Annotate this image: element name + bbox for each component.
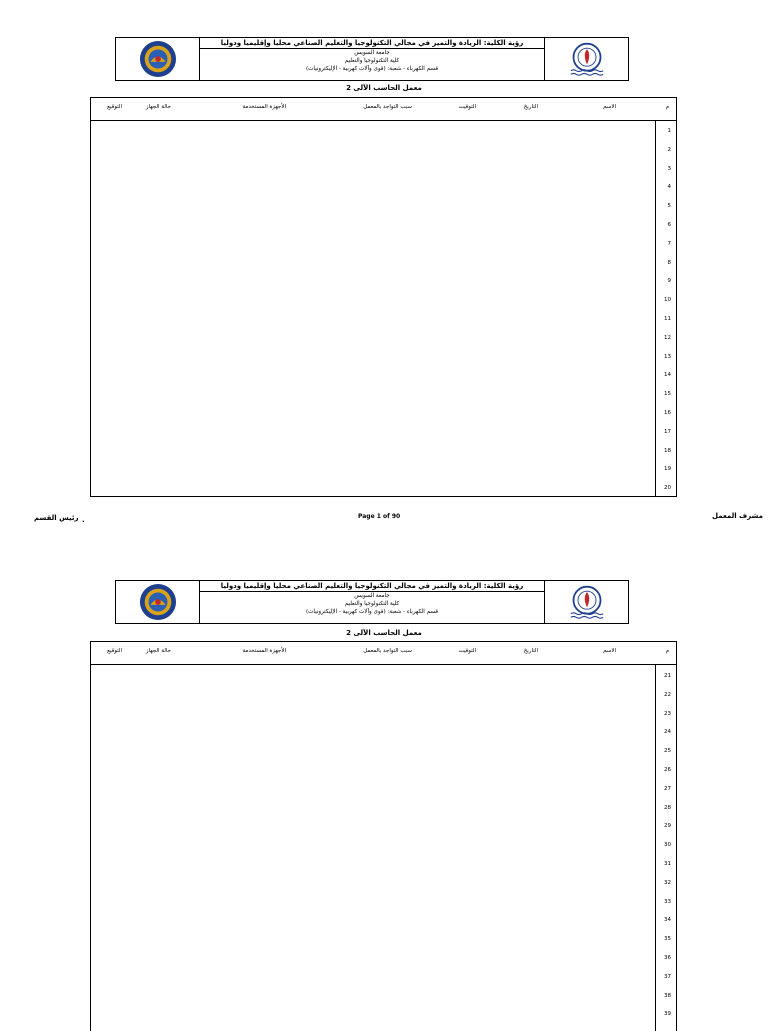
row-number: 3 <box>667 165 671 172</box>
row-number: 14 <box>664 372 671 379</box>
left-logo-cell <box>116 581 200 623</box>
col-time: التوقيت <box>458 648 476 654</box>
col-signature: التوقيع <box>107 648 122 654</box>
row-number: 2 <box>667 146 671 153</box>
row-number: 11 <box>664 316 671 322</box>
department-name: قسم الكهرباء - شعبة: (قوى وآلات كهربية - الإليكترونيات) <box>305 66 439 72</box>
row-number: 35 <box>664 936 671 943</box>
header-center <box>200 581 544 623</box>
college-vision: رؤية الكلية: الريادة والتميز في مجالي التكنولوجيا والتعليم الصناعي محليا وإقليميا ودوليا <box>200 581 544 592</box>
footer-dot: . <box>82 516 85 524</box>
row-number: 10 <box>664 297 671 304</box>
col-status: حالة الجهاز <box>145 648 171 654</box>
university-logo-icon <box>567 584 607 620</box>
row-number: 32 <box>664 879 671 886</box>
row-number: 23 <box>664 710 671 717</box>
col-name: الاسم <box>603 104 616 110</box>
row-number: 39 <box>664 1011 671 1018</box>
row-number: 9 <box>667 278 671 285</box>
row-number: 4 <box>667 184 671 191</box>
row-number: 34 <box>664 917 671 924</box>
page2-header <box>115 580 629 624</box>
right-logo-cell <box>544 581 628 623</box>
row-number: 37 <box>664 973 671 980</box>
row-number: 38 <box>664 992 671 999</box>
lab-supervisor-label: مشرف المعمل <box>712 512 763 520</box>
col-status: حالة الجهاز <box>145 104 171 110</box>
row-number: 31 <box>664 861 671 867</box>
col-devices: الأجهزة المستخدمة <box>242 648 286 654</box>
university-name: جامعة السويس <box>354 50 390 56</box>
col-reason: سبب التواجد بالمعمل <box>363 648 412 654</box>
table-header-row <box>91 642 676 665</box>
row-number: 28 <box>664 804 671 811</box>
sheet-title: معمل الحاسب الآلى 2 <box>346 629 422 637</box>
col-reason: سبب التواجد بالمعمل <box>363 104 412 110</box>
row-number: 15 <box>664 391 671 398</box>
row-number: 36 <box>664 955 671 961</box>
row-number: 22 <box>664 691 671 698</box>
row-number: 5 <box>667 203 671 210</box>
row-number: 20 <box>664 485 671 492</box>
faculty-logo-icon <box>139 583 177 621</box>
table-header-row <box>91 98 676 121</box>
row-number: 18 <box>664 447 671 454</box>
row-number: 8 <box>667 259 671 266</box>
col-date: التاريخ <box>523 104 538 110</box>
row-number: 21 <box>664 673 671 679</box>
department-head-label: رئيس القسم <box>34 514 79 522</box>
row-number: 19 <box>664 466 671 473</box>
page-number: Page 1 of 90 <box>358 513 401 520</box>
col-index: م <box>665 648 669 654</box>
row-number: 26 <box>664 767 671 773</box>
row-number: 24 <box>664 729 671 736</box>
faculty-name: كلية التكنولوجيا والتعليم <box>344 58 400 64</box>
header-center <box>200 38 544 80</box>
row-number: 29 <box>664 823 671 830</box>
sheet-title: معمل الحاسب الآلى 2 <box>346 84 422 92</box>
right-logo-cell <box>544 38 628 80</box>
col-devices: الأجهزة المستخدمة <box>242 104 286 110</box>
department-name: قسم الكهرباء - شعبة: (قوى وآلات كهربية - الإليكترونيات) <box>305 609 439 615</box>
row-number: 30 <box>664 842 671 849</box>
university-name: جامعة السويس <box>354 593 390 599</box>
college-vision: رؤية الكلية: الريادة والتميز في مجالي التكنولوجيا والتعليم الصناعي محليا وإقليميا ودوليا <box>200 38 544 49</box>
row-number: 6 <box>667 222 671 228</box>
row-number: 25 <box>664 748 671 755</box>
row-number: 17 <box>664 428 671 435</box>
faculty-logo-icon <box>139 40 177 78</box>
row-number: 7 <box>667 240 671 247</box>
row-number: 12 <box>664 334 671 341</box>
page1-table <box>90 97 677 497</box>
university-logo-icon <box>567 41 607 77</box>
faculty-name: كلية التكنولوجيا والتعليم <box>344 601 400 607</box>
col-date: التاريخ <box>523 648 538 654</box>
index-column <box>655 120 676 496</box>
col-index: م <box>665 104 669 110</box>
page2-table <box>90 641 677 1031</box>
col-time: التوقيت <box>458 104 476 110</box>
col-name: الاسم <box>603 648 616 654</box>
row-number: 27 <box>664 785 671 792</box>
row-number: 1 <box>667 128 671 134</box>
row-number: 16 <box>664 410 671 416</box>
left-logo-cell <box>116 38 200 80</box>
row-number: 13 <box>664 353 671 360</box>
page1-header <box>115 37 629 81</box>
col-signature: التوقيع <box>107 104 122 110</box>
row-number: 33 <box>664 898 671 905</box>
